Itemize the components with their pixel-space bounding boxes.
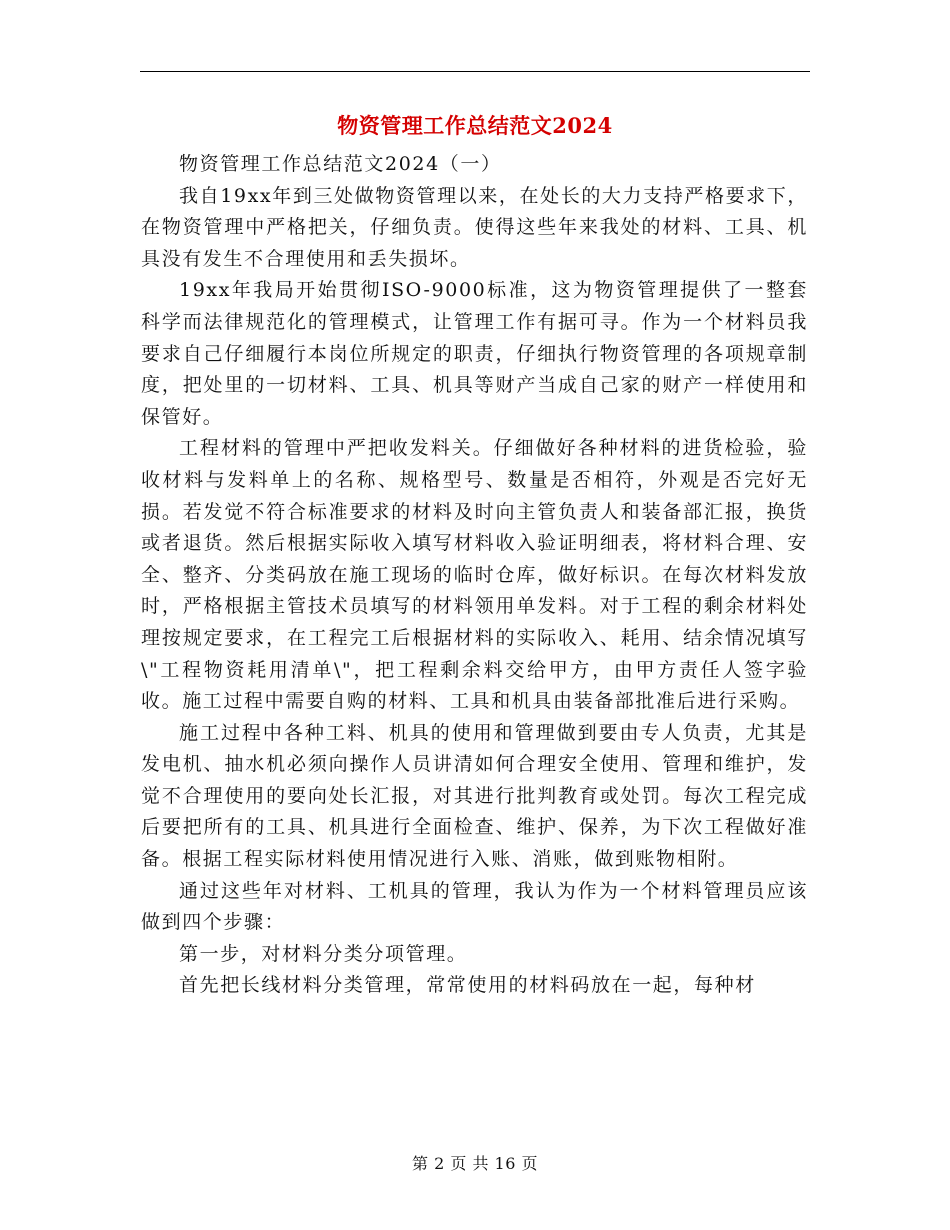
paragraph-step-one-detail: 首先把长线材料分类管理，常常使用的材料码放在一起，每种材: [179, 974, 756, 997]
page-number: 第 2 页 共 16 页: [412, 1154, 538, 1173]
section-heading: 物资管理工作总结范文2024（一）: [179, 153, 502, 175]
document-title: 物资管理工作总结范文2024: [337, 113, 613, 138]
header-rule: [140, 71, 810, 72]
paragraph-iso: 19xx年我局开始贯彻ISO-9000标准，这为物资管理提供了一整套科学而法律规范化的管理模式，让管理工作有据可寻。作为一个材料员我要求自己仔细履行本岗位所规定的职责，仔细执行物资管理的各项规章制度，把处里的一切材料、工具、机具等财产当成自己家的财产一样使用和保管好。: [141, 279, 808, 428]
document-body: [141, 149, 808, 1002]
paragraph-step-one: 第一步，对材料分类分项管理。: [179, 942, 468, 965]
paragraph-four-steps: 通过这些年对材料、工机具的管理，我认为作为一个材料管理员应该做到四个步骤：: [141, 879, 808, 934]
paragraph-equipment-use: 施工过程中各种工料、机具的使用和管理做到要由专人负责，尤其是发电机、抽水机必须向操作人员讲清如何合理安全使用、管理和维护，发觉不合理使用的要向处长汇报，对其进行批判教育或处罚。每次工程完成后要把所有的工具、机具进行全面检查、维护、保养，为下次工程做好准备。根据工程实际材料使用情况进行入账、消账，做到账物相附。: [141, 721, 808, 871]
paragraph-intro: 我自19xx年到三处做物资管理以来，在处长的大力支持严格要求下，在物资管理中严格把关，仔细负责。使得这些年来我处的材料、工具、机具没有发生不合理使用和丢失损坏。: [141, 184, 808, 270]
paragraph-material-control: 工程材料的管理中严把收发料关。仔细做好各种材料的进货检验，验收材料与发料单上的名称、规格型号、数量是否相符，外观是否完好无损。若发觉不符合标准要求的材料及时向主管负责人和装备部汇报，换货或者退货。然后根据实际收入填写材料收入验证明细表，将材料合理、安全、整齐、分类码放在施工现场的临时仓库，做好标识。在每次材料发放时，严格根据主管技术员填写的材料领用单发料。对于工程的剩余材料处理按规定要求，在工程完工后根据材料的实际收入、耗用、结余情况填写\"工程物资耗用清单\"，把工程剩余料交给甲方，由甲方责任人签字验收。施工过程中需要自购的材料、工具和机具由装备部批准后进行采购。: [141, 437, 808, 713]
